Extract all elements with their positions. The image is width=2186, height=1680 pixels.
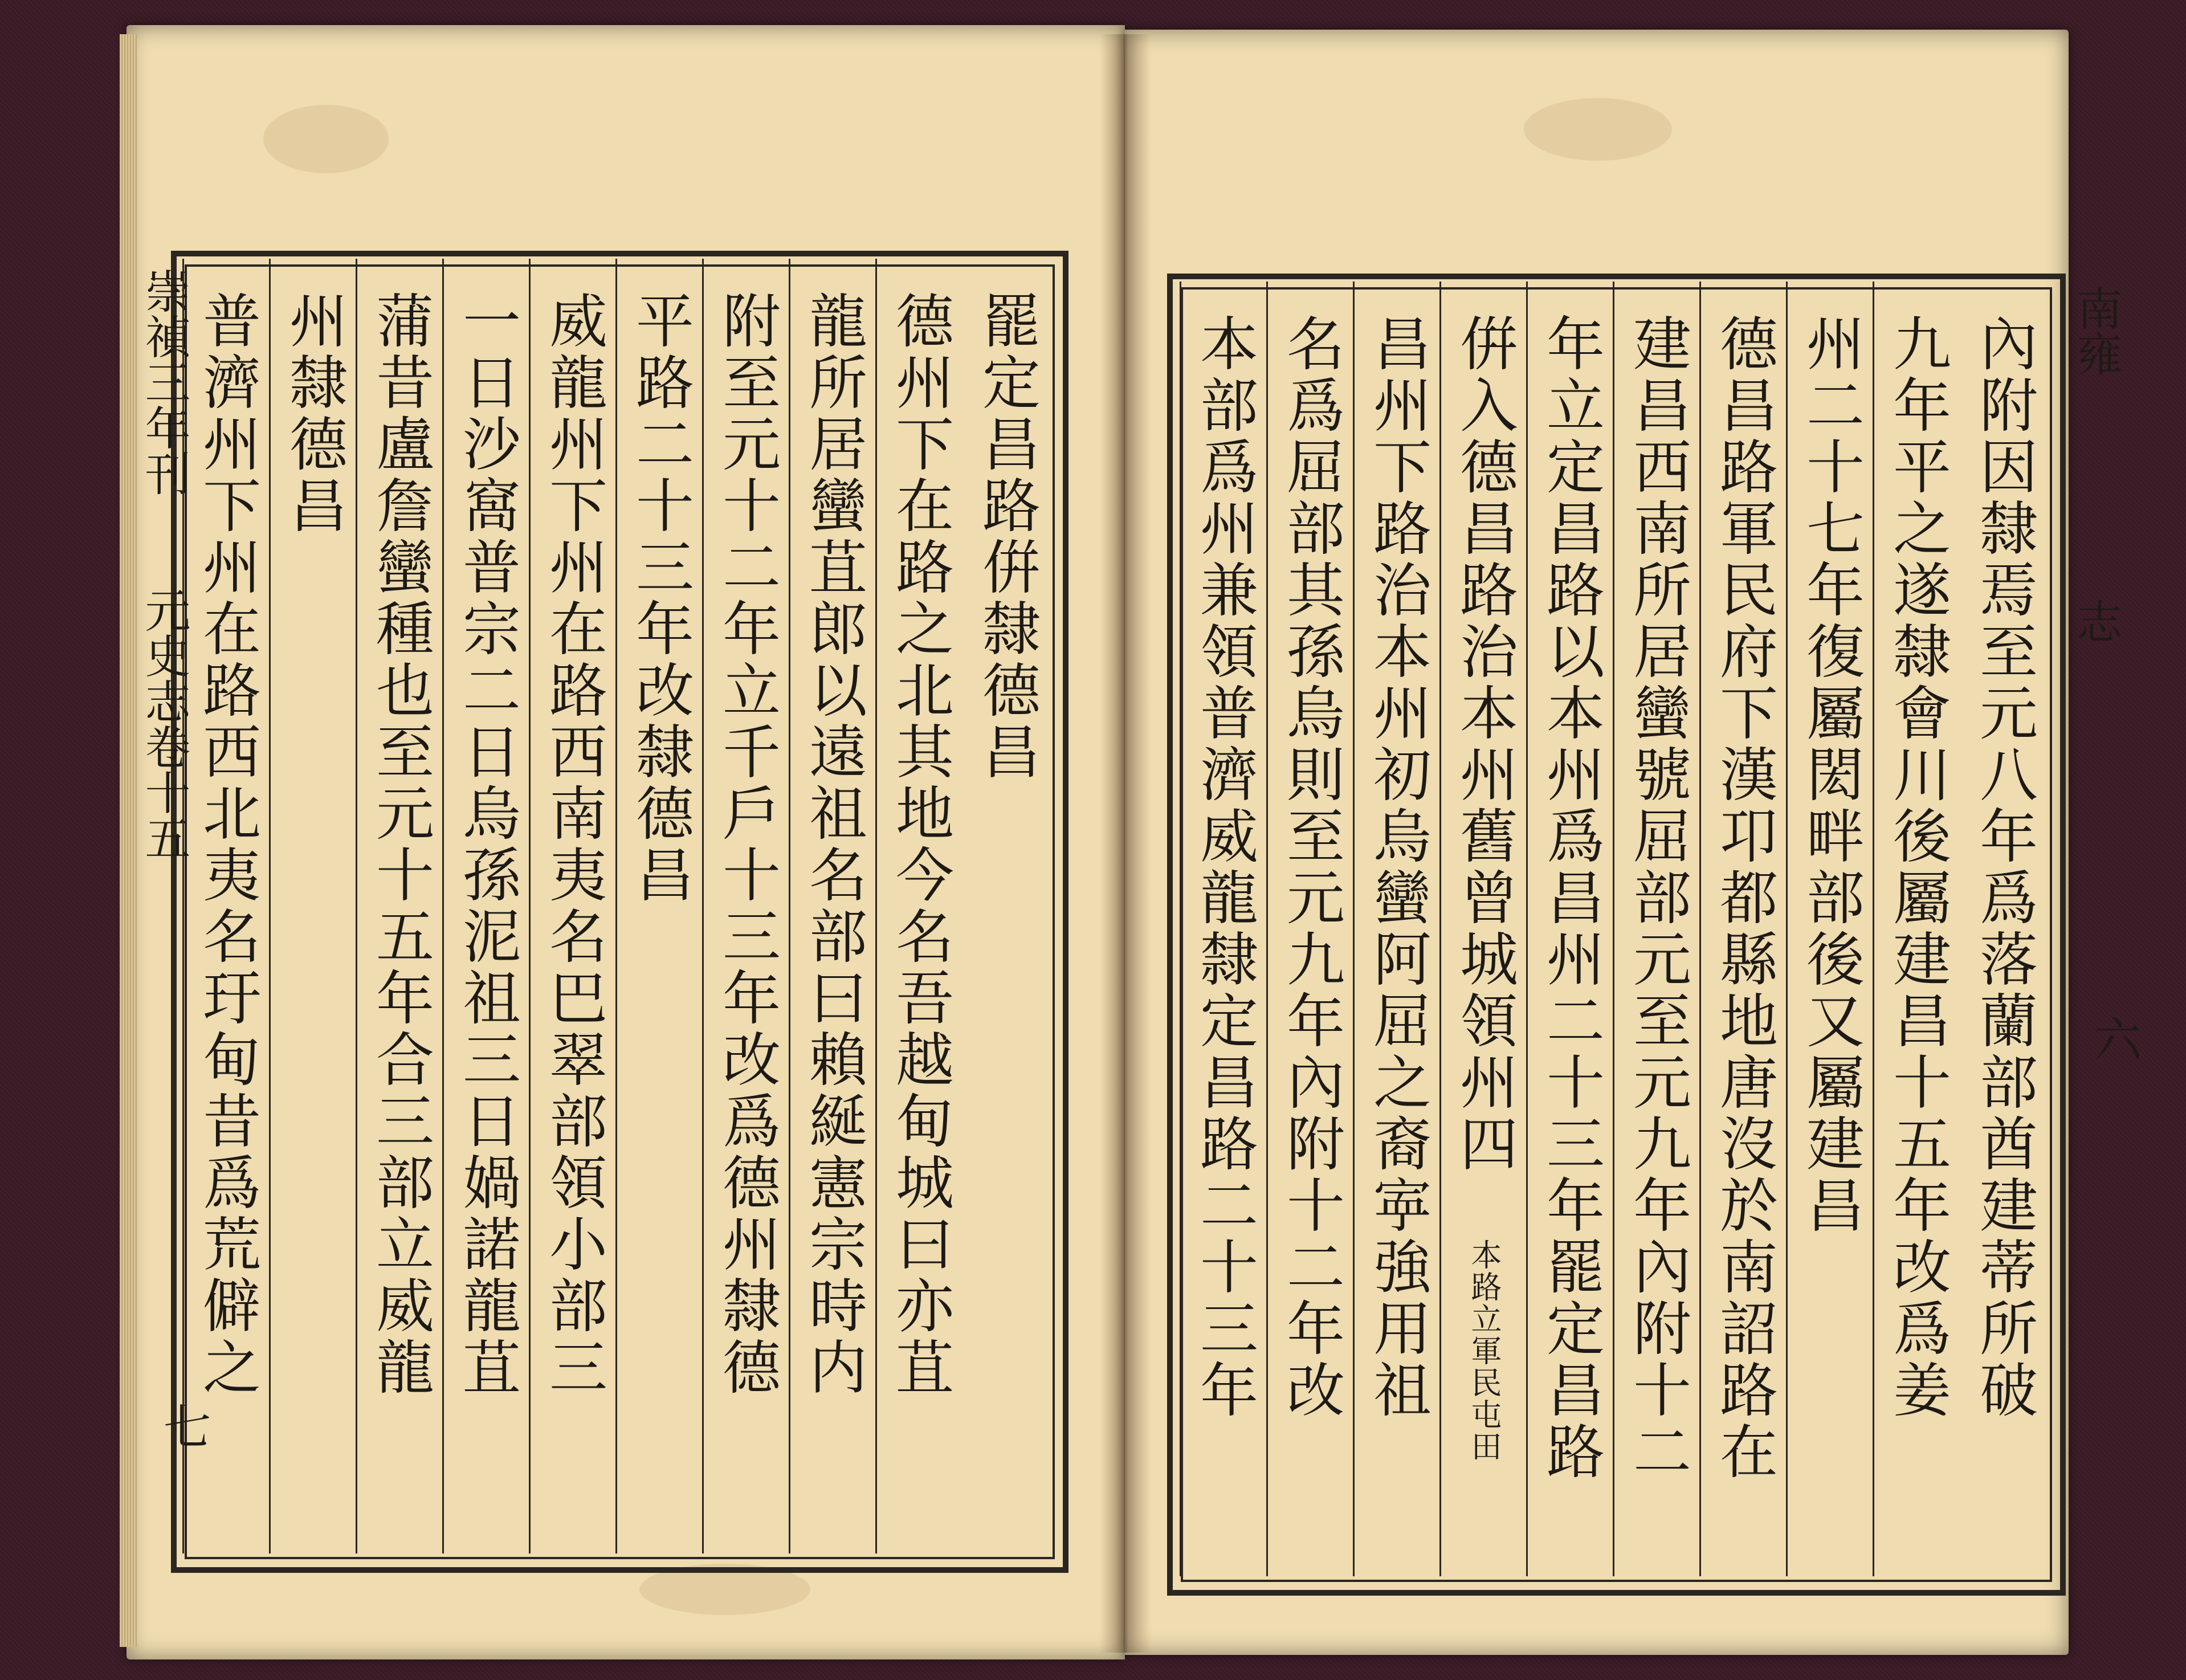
column-text: 九年平之遂隸會川後屬建昌十五年改爲姜 [1883,313,1951,1421]
column-text: 昌州下路治本州初烏蠻阿屈之裔𡨴強用祖 [1364,313,1431,1421]
right-column-9 [1266,282,1353,1576]
column-text: 罷定昌路倂隸德昌 [973,291,1041,783]
left-column-7 [442,259,529,1553]
right-column-5 [1613,282,1700,1576]
paper-stain [263,105,389,173]
right-folio-number: 六 [2086,1014,2142,1062]
column-text: 年立定昌路以本州爲昌州二十三年罷定昌路 [1537,313,1605,1483]
right-column-2 [1873,282,1960,1576]
column-text: 州隸德昌 [280,291,348,537]
right-columns [1175,282,2046,1576]
column-text: 普濟州下州在路西北夷名玗甸昔爲荒僻之 [193,291,261,1398]
right-column-7 [1439,282,1527,1576]
column-text: 蒲昔盧詹蠻種也至元十五年合三部立威龍 [366,291,434,1398]
paper-stain [1524,98,1672,161]
column-text: 威龍州下州在路西南夷名巴翠部領小部三 [540,291,607,1398]
left-columns [179,259,1049,1553]
left-column-5 [615,259,703,1553]
left-column-3 [789,259,876,1553]
left-column-2 [875,259,963,1553]
left-column-10 [182,259,270,1553]
column-text: 德州下在路之北其地今名吾越甸城曰亦苴 [886,291,954,1398]
left-column-6 [529,259,616,1553]
column-text: 德昌路軍民府下漢卭都縣地唐沒於南詔路在 [1710,313,1778,1483]
left-margin-section: 元史志卷十五 [137,587,190,861]
column-text: 龍所居蠻苴郎以遠祖名部曰賴綖憲宗時内 [800,291,867,1398]
right-margin-title: 南雍 [2069,285,2122,376]
left-margin-title: 崇禎三年刊 [137,268,190,496]
left-column-9 [269,259,356,1553]
left-column-1 [964,259,1049,1553]
right-column-3 [1786,282,1873,1576]
right-column-6 [1526,282,1613,1576]
column-text: 本部爲州兼領普濟威龍隸定昌路二十三年 [1190,313,1258,1421]
column-text: 平路二十三年改隸德昌 [626,291,694,906]
column-text: 內附因隸焉至元八年爲落蘭部酋建蒂所破 [1970,313,2038,1421]
right-column-4 [1699,282,1787,1576]
column-text: 州二十七年復屬閎畔部後又屬建昌 [1797,313,1865,1237]
column-text: 一日沙窩普宗二日烏孫泥祖三日媧諾龍苴 [453,291,521,1398]
right-column-10 [1180,282,1267,1576]
column-text: 倂入德昌路治本州舊曾城領州四 [1450,313,1518,1175]
column-text: 建昌西南所居蠻號屈部元至元九年內附十二 [1624,313,1691,1483]
book-gutter [1100,34,1151,1653]
right-column-1 [1961,282,2046,1576]
column-text: 附至元十二年立千戶十三年改爲德州隸德 [713,291,781,1398]
right-margin-section: 志 [2069,598,2122,644]
left-column-8 [356,259,443,1553]
left-folio-number: 七 [156,1402,211,1450]
left-column-4 [702,259,789,1553]
column-annotation: 本路立軍民屯田 [1466,1239,1502,1462]
right-column-8 [1353,282,1440,1576]
column-text: 名爲屈部其孫烏則至元九年內附十二年改 [1277,313,1345,1421]
